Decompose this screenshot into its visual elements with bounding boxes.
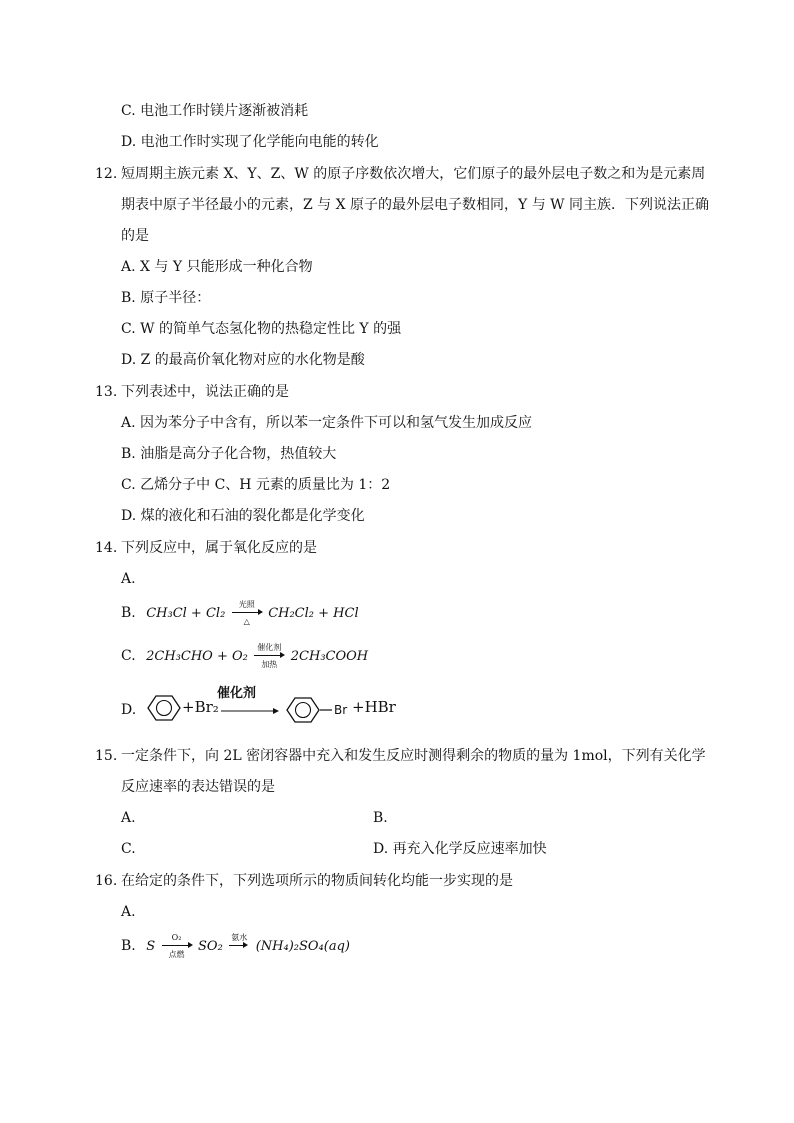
q12-stem-line3: 的是	[121, 228, 149, 244]
q13-option-c: C. 乙烯分子中 C、H 元素的质量比为 1：2	[121, 477, 391, 493]
q15-stem-line1: 一定条件下，向 2L 密闭容器中充入和发生反应时测得剩余的物质的量为 1mol，下列有关化学	[121, 748, 706, 764]
q12-stem-line2: 期表中原子半径最小的元素，Z 与 X 原子的最外层电子数相同，Y 与 W 同主族．下列说法正确	[121, 197, 710, 213]
reaction-arrow-icon	[229, 933, 249, 955]
q15-option-a: A.	[121, 810, 136, 826]
q14-d-reagent: +Br₂	[182, 698, 219, 716]
q14-b-products: CH₂Cl₂ + HCl	[268, 606, 359, 621]
q15-option-b: B.	[373, 810, 388, 826]
q15-option-d: D. 再充入化学反应速率加快	[373, 841, 547, 857]
q14-d-bromine: Br	[334, 703, 348, 717]
bond-line-icon	[320, 708, 332, 712]
q16-stem: 在给定的条件下，下列选项所示的物质间转化均能一步实现的是	[121, 873, 513, 889]
q14-b-reactants: CH₃Cl + Cl₂	[146, 606, 226, 621]
q14-c-reactants: 2CH₃CHO + O₂	[146, 649, 248, 664]
q12-option-b: B. 原子半径：	[121, 290, 211, 306]
q13-number: 13.	[95, 384, 118, 400]
q14-c-condition-top: 催化剂	[257, 643, 282, 652]
q13-stem: 下列表述中，说法正确的是	[121, 384, 289, 400]
q11-option-c: C. 电池工作时镁片逐渐被消耗	[121, 103, 309, 119]
q16-option-a: A.	[121, 904, 136, 920]
q11-option-d: D. 电池工作时实现了化学能向电能的转化	[121, 134, 379, 150]
q12-option-c: C. W 的简单气态氢化物的热稳定性比 Y 的强	[121, 321, 402, 337]
q16-b-sulfur: S	[146, 939, 156, 954]
q14-stem: 下列反应中，属于氧化反应的是	[121, 540, 317, 556]
q14-option-b-label: B.	[121, 605, 136, 621]
q13-option-b: B. 油脂是高分子化合物，热值较大	[121, 446, 337, 462]
q12-option-d: D. Z 的最高价氧化物对应的水化物是酸	[121, 352, 365, 368]
q15-number: 15.	[95, 748, 118, 764]
q13-option-a: A. 因为苯分子中含有，所以苯一定条件下可以和氢气发生加成反应	[121, 415, 533, 431]
q14-c-condition-bottom: 加热	[261, 660, 278, 669]
q16-number: 16.	[95, 873, 118, 889]
reaction-arrow-icon	[254, 643, 284, 669]
q15-option-c: C.	[121, 841, 136, 857]
reaction-arrow-icon	[221, 706, 281, 716]
q14-option-b	[121, 600, 359, 626]
q12-stem-line1: 短周期主族元素 X、Y、Z、W 的原子序数依次增大，它们原子的最外层电子数之和为是元素周	[121, 166, 706, 182]
q14-option-c	[121, 643, 369, 669]
q16-option-b-label: B.	[121, 938, 136, 954]
q14-option-d-label: D.	[121, 702, 137, 718]
reaction-arrow-icon	[232, 600, 262, 626]
q16-b-product: (NH₄)₂SO₄(aq)	[255, 939, 350, 954]
q14-d-catalyst: 催化剂	[217, 686, 257, 701]
q16-b-condition1-top: O₂	[171, 933, 182, 942]
q14-b-condition-bottom: △	[243, 617, 250, 626]
q16-b-so2: SO₂	[198, 939, 223, 954]
benzene-ring-icon	[147, 694, 181, 722]
q14-option-a: A.	[121, 571, 136, 587]
q14-d-product: +HBr	[352, 698, 396, 716]
q16-option-b	[121, 933, 350, 959]
q12-option-a: A. X 与 Y 只能形成一种化合物	[121, 259, 313, 275]
benzene-ring-icon	[286, 696, 320, 724]
q15-stem-line2: 反应速率的表达错误的是	[121, 779, 275, 795]
q14-number: 14.	[95, 540, 118, 556]
q16-b-condition1-bottom: 点燃	[168, 950, 185, 959]
q16-b-condition2-top: 氨水	[231, 933, 248, 942]
q12-number: 12.	[95, 166, 118, 182]
q14-option-c-label: C.	[121, 648, 136, 664]
q14-c-products: 2CH₃COOH	[290, 649, 369, 664]
q13-option-d: D. 煤的液化和石油的裂化都是化学变化	[121, 508, 365, 524]
q14-b-condition-top: 光照	[238, 600, 255, 609]
reaction-arrow-icon	[162, 933, 192, 959]
